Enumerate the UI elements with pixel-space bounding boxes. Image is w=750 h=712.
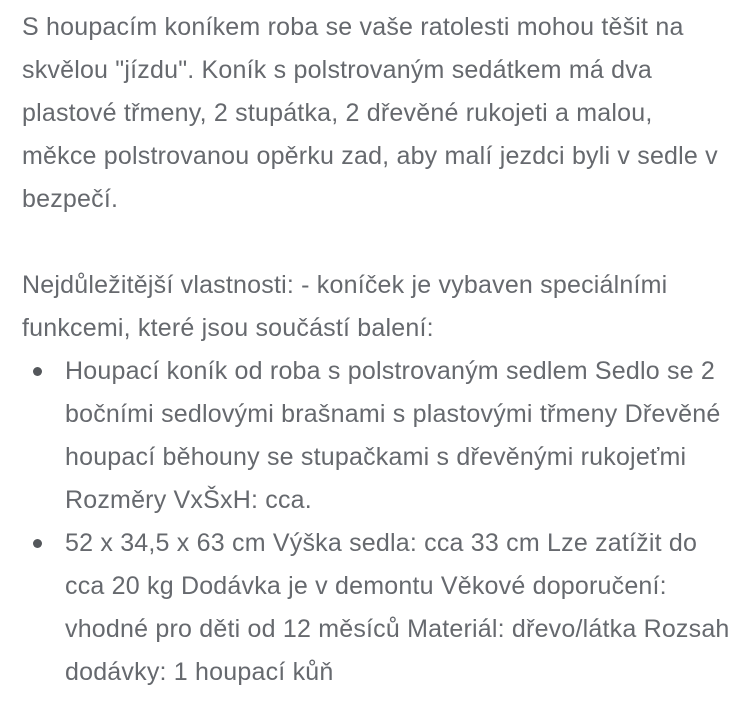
features-heading-paragraph: Nejdůležitější vlastnosti: - koníček je vybaven speciálními funkcemi, které jsou součástí balení: xyxy=(22,271,668,342)
list-item-text: Houpací koník od roba s polstrovaným sedlem Sedlo se 2 bočními sedlovými brašnami s plastovými třmeny Dřevěné houpací běhouny se stupačkami s dřevěnými rukojeťmi Rozměry VxŠxH: cca. xyxy=(65,357,721,514)
list-item xyxy=(22,522,730,694)
list-item-text: 52 x 34,5 x 63 cm Výška sedla: cca 33 cm Lze zatížit do cca 20 kg Dodávka je v demontu Věkové doporučení: vhodné pro děti od 12 měsíců Materiál: dřevo/látka Rozsah dodávky: 1 houpací kůň xyxy=(65,529,730,686)
intro-paragraph: S houpacím koníkem roba se vaše ratolesti mohou těšit na skvělou "jízdu". Koník s polstrovaným sedátkem má dva plastové třmeny, 2 stupátka, 2 dřevěné rukojeti a malou, měkce polstrovanou opěrku zad, aby malí jezdci byli v sedle v bezpečí. xyxy=(22,13,718,213)
bullet-icon xyxy=(33,539,42,548)
bullet-icon xyxy=(33,367,42,376)
features-list xyxy=(22,350,730,694)
list-item xyxy=(22,350,730,522)
